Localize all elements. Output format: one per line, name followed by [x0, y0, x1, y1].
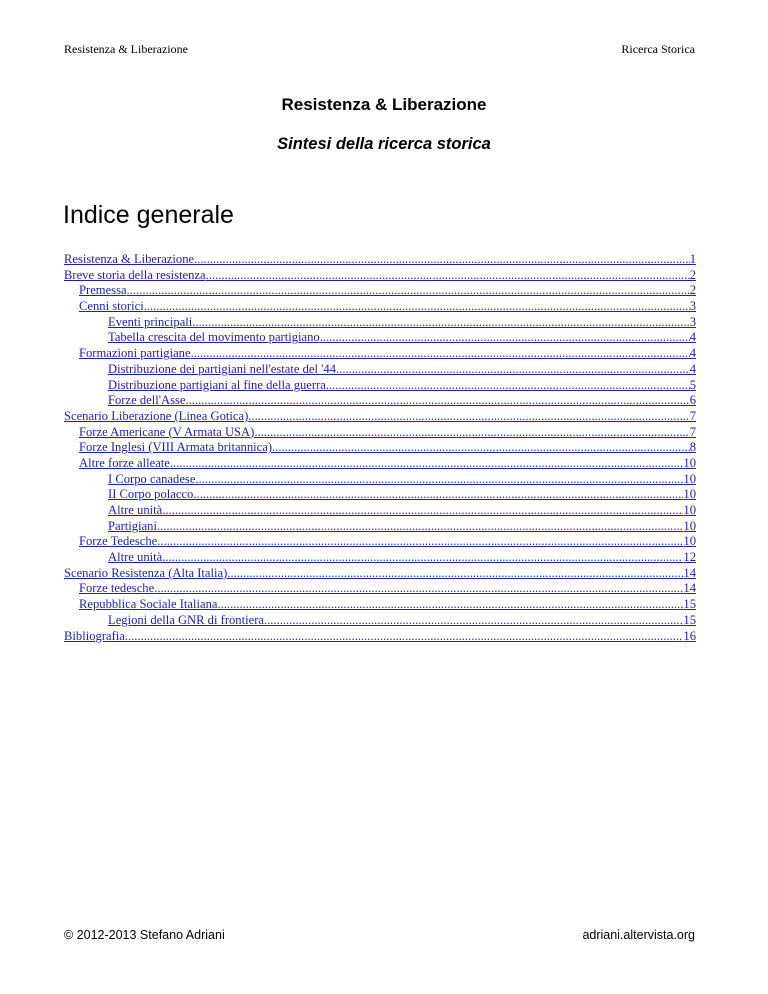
toc-dot-leader [162, 503, 683, 519]
toc-link[interactable] [79, 425, 696, 441]
toc-dot-leader [194, 252, 690, 268]
toc-entry-page: 14 [683, 581, 696, 596]
toc-entry-page: 5 [689, 377, 696, 392]
toc-entry [64, 550, 696, 566]
toc-entry-page: 14 [683, 565, 696, 580]
toc-dot-leader [127, 283, 690, 299]
toc-heading: Indice generale [63, 201, 234, 229]
toc-entry-label: Forze Inglesi (VIII Armata britannica) [79, 440, 273, 455]
toc-link[interactable] [108, 519, 696, 535]
toc-dot-leader [154, 581, 683, 597]
toc-entry-label: Forze dell'Asse [108, 393, 186, 408]
toc-entry-label: Breve storia della resistenza [64, 267, 206, 282]
toc-link[interactable] [64, 409, 696, 425]
toc-link[interactable] [108, 550, 696, 566]
toc-entry-page: 16 [683, 628, 696, 643]
toc-entry [64, 315, 696, 331]
toc-dot-leader [248, 409, 689, 425]
toc-link[interactable] [64, 629, 696, 645]
toc-entry-label: Repubblica Sociale Italiana [79, 597, 218, 612]
toc-link[interactable] [79, 597, 696, 613]
toc-entry-label: Eventi principali [108, 314, 193, 329]
toc-link[interactable] [79, 283, 696, 299]
toc-entry-label: Bibliografia [64, 628, 125, 643]
toc-entry-label: Legioni della GNR di frontiera [108, 612, 264, 627]
toc-dot-leader [206, 268, 690, 284]
toc-entry [64, 362, 696, 378]
toc-entry-page: 7 [689, 408, 696, 423]
toc-entry [64, 299, 696, 315]
toc-entry-label: Altre unità [108, 550, 163, 565]
toc-entry [64, 613, 696, 629]
toc-entry-page: 10 [683, 487, 696, 502]
toc-link[interactable] [64, 268, 696, 284]
toc-link[interactable] [79, 456, 696, 472]
toc-entry-label: Partigiani [108, 518, 157, 533]
toc-entry-page: 4 [689, 330, 696, 345]
toc-dot-leader [162, 550, 683, 566]
toc-entry [64, 581, 696, 597]
toc-entry-label: Distribuzione dei partigiani nell'estate del '44 [108, 361, 337, 376]
toc-link[interactable] [108, 330, 696, 346]
toc-entry-page: 1 [689, 252, 696, 266]
toc-link[interactable] [108, 378, 696, 394]
toc-link[interactable] [108, 362, 696, 378]
toc-entry-label: Forze tedesche [79, 581, 155, 596]
toc-entry [64, 283, 696, 299]
toc-entry-page: 10 [683, 455, 696, 470]
toc-entry-label: Forze Americane (V Armata USA) [79, 424, 255, 439]
toc-entry-page: 10 [683, 534, 696, 549]
toc-entry-label: Tabella crescita del movimento partigiano [108, 330, 320, 345]
toc-entry [64, 472, 696, 488]
toc-entry [64, 503, 696, 519]
toc-entry [64, 597, 696, 613]
toc-dot-leader [185, 393, 689, 409]
toc-entry-page: 15 [683, 612, 696, 627]
toc-entry-page: 2 [689, 283, 696, 298]
toc-entry [64, 440, 696, 456]
toc-entry [64, 252, 696, 268]
toc-dot-leader [191, 346, 690, 362]
toc-link[interactable] [79, 581, 696, 597]
toc-dot-leader [227, 566, 683, 582]
toc-dot-leader [336, 362, 690, 378]
toc-link[interactable] [108, 315, 696, 331]
table-of-contents [64, 252, 696, 644]
toc-entry [64, 519, 696, 535]
toc-entry-page: 4 [689, 346, 696, 361]
toc-entry-label: Distribuzione partigiani al fine della guerra [108, 377, 326, 392]
toc-entry-page: 7 [689, 424, 696, 439]
toc-entry [64, 346, 696, 362]
toc-entry-page: 3 [689, 314, 696, 329]
toc-entry-page: 3 [689, 299, 696, 314]
toc-dot-leader [264, 613, 683, 629]
toc-entry-page: 4 [689, 361, 696, 376]
toc-dot-leader [217, 597, 683, 613]
toc-entry-page: 8 [689, 440, 696, 455]
footer-copyright: © 2012-2013 Stefano Adriani [64, 928, 225, 942]
toc-link[interactable] [108, 613, 696, 629]
toc-entry-label: Forze Tedesche [79, 534, 158, 549]
toc-entry-page: 12 [683, 550, 696, 565]
toc-link[interactable] [108, 472, 696, 488]
toc-entry-page: 10 [683, 518, 696, 533]
toc-entry [64, 456, 696, 472]
toc-dot-leader [144, 299, 690, 315]
toc-entry-page: 10 [683, 471, 696, 486]
toc-entry-label: Altre forze alleate [79, 455, 170, 470]
toc-link[interactable] [79, 346, 696, 362]
toc-link[interactable] [64, 252, 696, 268]
toc-link[interactable] [108, 487, 696, 503]
toc-entry-label: Cenni storici [79, 299, 144, 314]
toc-entry [64, 629, 696, 645]
toc-entry-label: Scenario Liberazione (Linea Gotica) [64, 408, 249, 423]
toc-entry-label: Premessa [79, 283, 127, 298]
toc-dot-leader [157, 519, 683, 535]
toc-entry [64, 425, 696, 441]
toc-entry [64, 487, 696, 503]
toc-entry [64, 330, 696, 346]
toc-dot-leader [192, 315, 689, 331]
toc-dot-leader [125, 629, 684, 645]
toc-dot-leader [193, 487, 683, 503]
toc-entry [64, 393, 696, 409]
toc-link[interactable] [108, 393, 696, 409]
toc-entry-page: 6 [689, 393, 696, 408]
toc-entry [64, 534, 696, 550]
toc-entry-label: I Corpo canadese [108, 471, 196, 486]
toc-entry-label: Scenario Resistenza (Alta Italia) [64, 565, 228, 580]
toc-entry-label: II Corpo polacco [108, 487, 194, 502]
running-header-left: Resistenza & Liberazione [64, 42, 188, 56]
toc-entry-page: 10 [683, 503, 696, 517]
toc-entry [64, 566, 696, 582]
toc-dot-leader [254, 425, 689, 441]
toc-link[interactable] [64, 566, 696, 582]
toc-dot-leader [326, 378, 690, 394]
toc-dot-leader [170, 456, 684, 472]
toc-entry-label: Formazioni partigiane [79, 346, 191, 361]
toc-entry [64, 409, 696, 425]
toc-dot-leader [157, 534, 683, 550]
toc-dot-leader [272, 440, 690, 456]
toc-dot-leader [320, 330, 690, 346]
toc-entry [64, 378, 696, 394]
toc-entry-label: Resistenza & Liberazione [64, 252, 195, 266]
document-title: Resistenza & Liberazione [281, 95, 487, 114]
toc-link[interactable] [79, 299, 696, 315]
toc-entry-page: 15 [683, 597, 696, 612]
toc-entry [64, 268, 696, 284]
toc-entry-label: Altre unità [108, 503, 163, 517]
toc-link[interactable] [108, 503, 696, 519]
running-header-right: Ricerca Storica [621, 42, 695, 56]
toc-entry-page: 2 [689, 267, 696, 282]
footer-website: adriani.altervista.org [582, 928, 695, 942]
toc-link[interactable] [79, 534, 696, 550]
document-subtitle: Sintesi della ricerca storica [277, 135, 491, 153]
toc-link[interactable] [79, 440, 696, 456]
toc-dot-leader [195, 472, 683, 488]
